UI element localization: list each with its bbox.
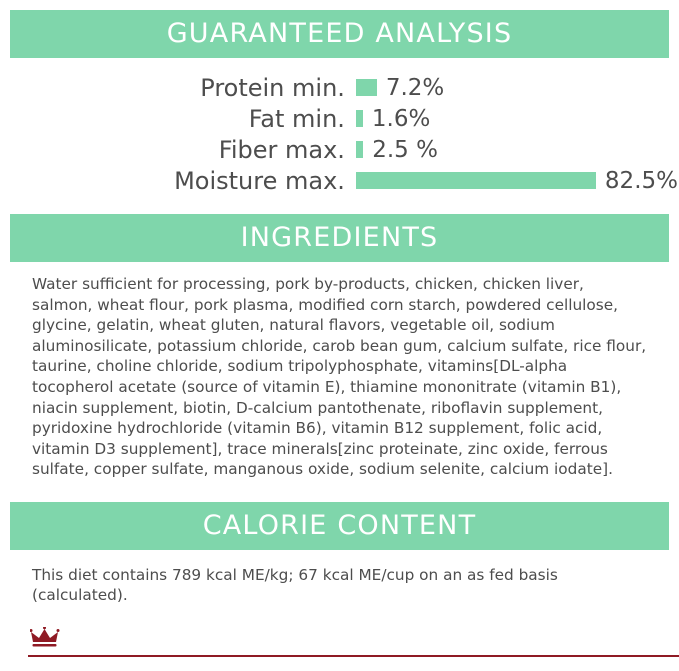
footer-divider [28, 655, 679, 657]
footer [0, 629, 679, 671]
calorie-content-text: This diet contains 789 kcal ME/kg; 67 kcal ME/cup on an as fed basis (calculated). [32, 565, 558, 604]
table-row [0, 165, 679, 196]
ga-bar-moisture [356, 172, 596, 189]
ingredients-text: Water sufficient for processing, pork by-products, chicken, chicken liver, salmon, wheat flour, pork plasma, modified corn starch, powdered cellulose, glycine, gelatin, wheat gluten, natural flavors, vegetable oil, sodium aluminosilicate, potassium chloride, carob bean gum, calcium sulfate, rice flour, taurine, choline chloride, sodium tripolyphosphate, vitamins[DL-alpha tocopherol acetate (source of vitamin E), thiamine mononitrate (vitamin B1), niacin supplement, biotin, D-calcium pantothenate, riboflavin supplement, pyridoxine hydrochloride (vitamin B6), vitamin B12 supplement, folic acid, vitamin D3 supplement], trace minerals[zinc proteinate, zinc oxide, ferrous sulfate, copper sulfate, manganous oxide, sodium selenite, calcium iodate]. [32, 275, 647, 479]
ga-value-moisture: 82.5% [604, 167, 678, 194]
nutrition-panel [0, 10, 679, 671]
ga-barcell-moisture [355, 165, 679, 196]
ga-label-fiber: Fiber max. [218, 135, 345, 164]
ingredients-header: INGREDIENTS [10, 214, 669, 262]
ga-bar-protein [356, 79, 377, 96]
ga-barcell-fat [355, 103, 679, 134]
ga-value-protein: 7.2% [385, 74, 445, 101]
ga-value-fiber: 2.5 % [372, 136, 438, 163]
calorie-content-header: CALORIE CONTENT [10, 502, 669, 550]
ga-bar-fiber [356, 141, 363, 158]
ga-label-fat: Fat min. [248, 104, 345, 133]
ga-value-fat: 1.6% [371, 105, 431, 132]
guaranteed-analysis-header: GUARANTEED ANALYSIS [10, 10, 669, 58]
royal-canin-crown-logo [30, 627, 86, 653]
table-row [0, 103, 679, 134]
ga-barcell-fiber [355, 134, 679, 165]
ga-label-moisture: Moisture max. [174, 166, 345, 195]
ga-bar-fat [356, 110, 363, 127]
ga-barcell-protein [355, 72, 679, 103]
table-row [0, 72, 679, 103]
guaranteed-analysis-table [0, 72, 679, 196]
ga-label-protein: Protein min. [200, 73, 345, 102]
table-row [0, 134, 679, 165]
